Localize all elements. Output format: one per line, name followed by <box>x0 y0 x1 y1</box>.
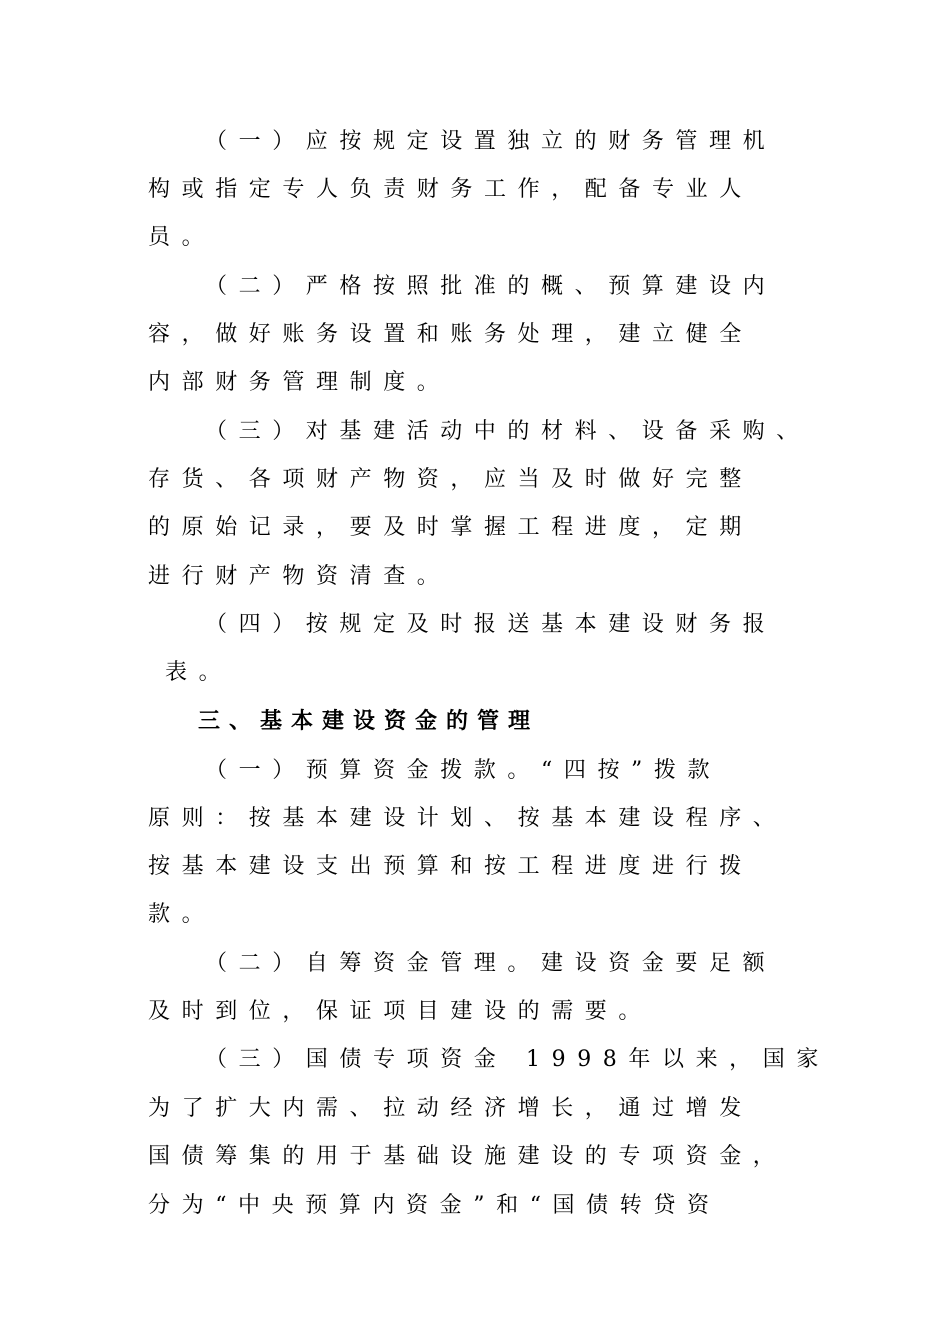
paragraph-1-line-1: （一）应按规定设置独立的财务管理机 <box>205 129 777 154</box>
paragraph-4-line-2: 表。 <box>165 660 233 685</box>
section-paragraph-1-line-2: 原则：按基本建设计划、按基本建设程序、 <box>148 806 787 831</box>
paragraph-1-line-3: 员。 <box>148 225 216 250</box>
section-paragraph-3-line-4: 分为“中央预算内资金”和“国债转贷资 <box>148 1193 721 1218</box>
paragraph-3-line-3: 的原始记录，要及时掌握工程进度，定期 <box>148 515 753 540</box>
section-paragraph-1-line-1: （一）预算资金拨款。“四按”拨款 <box>205 758 722 783</box>
paragraph-3-line-2: 存货、各项财产物资，应当及时做好完整 <box>148 467 753 492</box>
paragraph-3-line-1: （三）对基建活动中的材料、设备采购、 <box>205 419 810 444</box>
section-paragraph-3-line-2: 为了扩大内需、拉动经济增长，通过增发 <box>148 1096 753 1121</box>
paragraph-2-line-1: （二）严格按照批准的概、预算建设内 <box>205 274 777 299</box>
section-heading: 三、基本建设资金的管理 <box>198 709 540 734</box>
section-paragraph-2-line-1: （二）自筹资金管理。建设资金要足额 <box>205 951 777 976</box>
paragraph-2-line-2: 容，做好账务设置和账务处理，建立健全 <box>148 322 753 347</box>
section-paragraph-3-line-1: （三）国债专项资金 1998年以来，国家 <box>205 1047 830 1072</box>
paragraph-1-line-2: 构或指定专人负责财务工作，配备专业人 <box>148 177 753 202</box>
section-paragraph-3-line-3: 国债筹集的用于基础设施建设的专项资金， <box>148 1144 787 1169</box>
section-paragraph-1-line-3: 按基本建设支出预算和按工程进度进行拨 <box>148 854 753 879</box>
paragraph-3-line-4: 进行财产物资清查。 <box>148 564 451 589</box>
paragraph-4-line-1: （四）按规定及时报送基本建设财务报 <box>205 612 777 637</box>
section-paragraph-2-line-2: 及时到位，保证项目建设的需要。 <box>148 999 653 1024</box>
paragraph-2-line-3: 内部财务管理制度。 <box>148 370 451 395</box>
section-paragraph-1-line-4: 款。 <box>148 902 216 927</box>
